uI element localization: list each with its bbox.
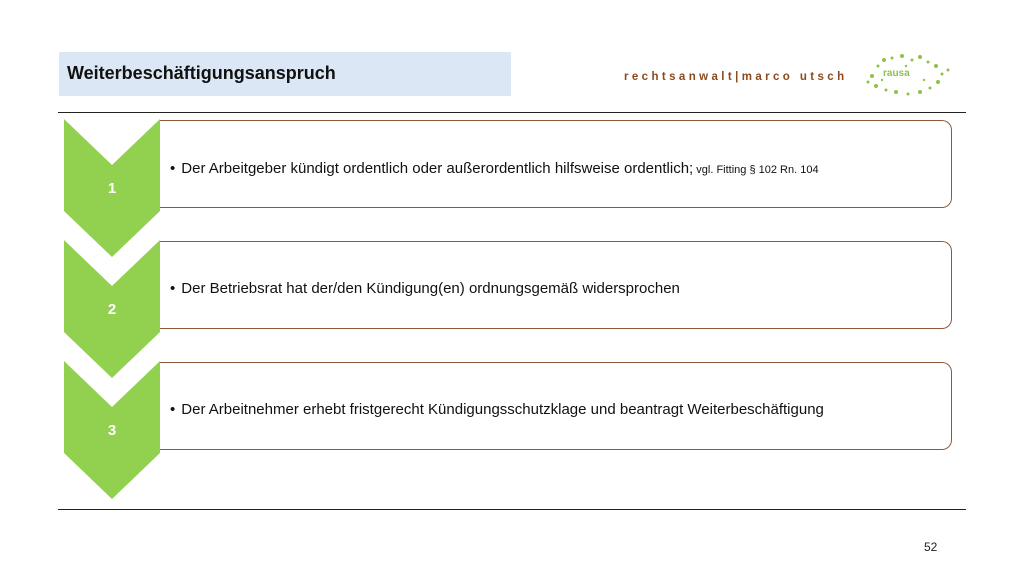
legal-reference: vgl. Fitting § 102 Rn. 104: [693, 164, 819, 176]
step-description: Der Arbeitnehmer erhebt fristgerecht Kündigungsschutzklage und beantragt Weiterbeschäftigung: [181, 401, 824, 418]
step-row-3: [64, 361, 956, 501]
step-number: 3: [107, 422, 117, 439]
title-box: [59, 52, 511, 96]
top-divider: [58, 112, 966, 113]
step-text: [170, 280, 941, 297]
logo-text: rausa: [883, 68, 910, 79]
step-row-1: [64, 119, 956, 259]
bullet: •: [170, 160, 176, 177]
step-description: Der Betriebsrat hat der/den Kündigung(en) ordnungsgemäß widersprochen: [181, 280, 680, 297]
step-card: [160, 362, 952, 450]
step-text: [170, 160, 941, 177]
page-number: 52: [924, 540, 938, 554]
bullet: •: [170, 401, 176, 418]
step-card: [160, 120, 952, 208]
step-card: [160, 241, 952, 329]
step-description: Der Arbeitgeber kündigt ordentlich oder außerordentlich hilfsweise ordentlich;: [181, 160, 694, 177]
bullet: •: [170, 280, 176, 297]
step-number: 2: [107, 301, 117, 318]
step-row-2: [64, 240, 956, 380]
brand-name: rechtsanwalt|marco utsch: [624, 71, 848, 83]
logo: [862, 52, 954, 100]
step-number: 1: [107, 180, 117, 197]
slide-title: Weiterbeschäftigungsanspruch: [67, 63, 336, 83]
step-text: [170, 401, 941, 418]
bottom-divider: [58, 509, 966, 510]
